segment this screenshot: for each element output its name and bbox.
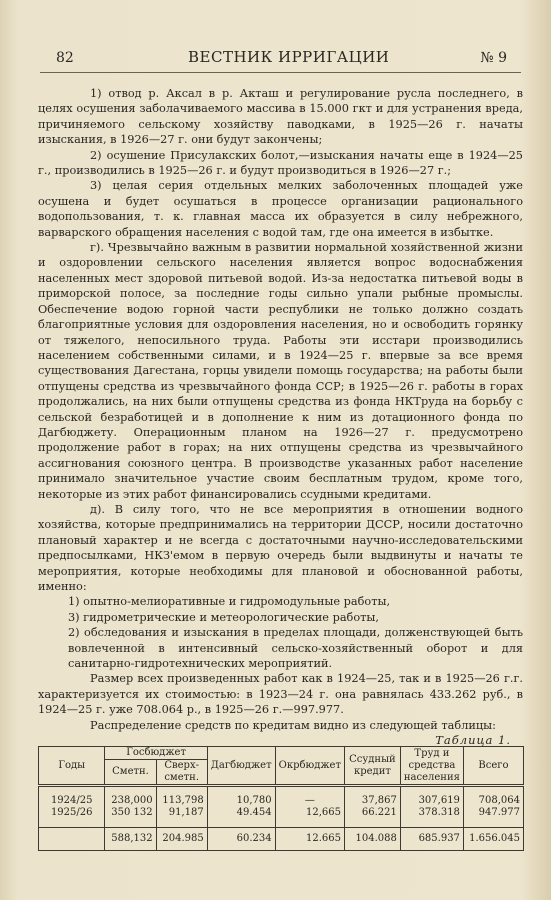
cell: 12.665 [275, 828, 344, 851]
paragraph: 2) осушение Присулакских болот,—изыскания начаты еще в 1924—25 г., производились в 1925—26 г. и будут производиться в 1926—27 г.; [38, 148, 523, 178]
cell: 1.656.045 [463, 828, 523, 851]
journal-title: ВЕСТНИК ИРРИГАЦИИ [188, 48, 390, 66]
cell: 12,665 [275, 807, 344, 828]
table-totals-row [39, 828, 524, 851]
cell: 37,867 [345, 786, 401, 808]
credits-table [38, 746, 524, 851]
row-year: 1925/26 [39, 807, 105, 828]
article-body [38, 86, 523, 733]
paragraph: Распределение средств по кредитам видно из следующей таблицы: [90, 718, 496, 732]
cell: 113,798 [156, 786, 207, 808]
col-dagbud: Дагбюджет [207, 747, 275, 786]
list-item: 1) опытно-мелиоративные и гидромодульные работы, [68, 595, 391, 609]
paragraph: г). Чрезвычайно важным в развитии нормальной хозяйственной жизни и оздоровлении сельского населения является вопрос водоснабжения населенных мест здоровой питьевой водой. Из-за недостатка питьевой воды в приморской полосе, за последние годы сильно упали рыбные промыслы. Обеспечение водою горной части республики не только должно создать благоприятные условия для оздоровления населения, но и освободить горянку от тяжелого, непосильного труда. Работы эти исстари производились населением собственными силами, и в 1924—25 г. впервые за все время существования Дагестана, горцы увидели помощь государства; на работы были отпущены средства из чрезвычайного фонда ССР; в 1925—26 г. работы в горах продолжались, на них были отпущены средства из фонда НКТруда на борьбу с сельской безработицей и в дополнение к ним из дотационного фонда по Дагбюджету. Операционным планом на 1926—27 г. предусмотрено продолжение работ в горах; на них отпущены средства из чрезвычайного ассигнования союзного центра. В производстве указанных работ население принимало значительное участие своим бесплатным трудом, кроме того, некоторые из этих работ финансировались ссудными кредитами. [38, 241, 523, 501]
paragraph: д). В силу того, что не все мероприятия в отношении водного хозяйства, которые предпринимались на территории ДССР, носили достаточно плановый характер и не всегда с достаточными научно-исследовательскими предпосылками, НКЗ'емом в первую очередь были выдвинуты и начаты те мероприятия, которые необходимы для плановой и обоснованной работы, именно: [38, 502, 523, 593]
table-row [39, 786, 524, 808]
col-ssudny: Ссудный кредит [345, 747, 401, 786]
page-header [40, 48, 521, 73]
paragraph: Размер всех произведенных работ как в 1924—25, так и в 1925—26 г.г. характеризуется их стоимостью: в 1923—24 г. она равнялась 433.262 руб., в 1924—25 г. уже 708.064 р., в 1925—26 г.—997.977. [38, 672, 523, 717]
col-years: Годы [39, 747, 105, 786]
col-gosbudget: Госбюджет [105, 747, 207, 760]
cell: 91,187 [156, 807, 207, 828]
cell: 588,132 [105, 828, 156, 851]
row-year: 1924/25 [39, 786, 105, 808]
issue-number: № 9 [480, 50, 507, 66]
cell [39, 828, 105, 851]
cell: 66.221 [345, 807, 401, 828]
cell: 350 132 [105, 807, 156, 828]
cell: 708,064 [463, 786, 523, 808]
page-number: 82 [56, 50, 74, 66]
paragraph: 3) целая серия отдельных мелких заболоченных площадей уже осушена и будет осушаться в процессе организации рационального водопользования, т. к. главная масса их образуется в силу небрежного, варварского обращения населения с водой там, где она имеется в избытке. [38, 179, 523, 239]
col-sverkh: Сверх-сметн. [156, 760, 207, 786]
cell: 947.977 [463, 807, 523, 828]
list-item: 2) обследования и изыскания в пределах площади, долженствующей быть вовлеченной в интенсивный сельско-хозяйственный оборот и для санитарно-гидротехнических мероприятий. [68, 626, 523, 671]
cell: 204.985 [156, 828, 207, 851]
col-total: Всего [463, 747, 523, 786]
cell: 685.937 [400, 828, 463, 851]
col-smetn: Сметн. [105, 760, 156, 786]
list-item: 3) гидрометрические и метеорологические работы, [68, 610, 379, 624]
col-okrbud: Окрбюджет [275, 747, 344, 786]
cell: 60.234 [207, 828, 275, 851]
cell: 49.454 [207, 807, 275, 828]
cell: 104.088 [345, 828, 401, 851]
cell: 10,780 [207, 786, 275, 808]
cell: 307,619 [400, 786, 463, 808]
cell: 238,000 [105, 786, 156, 808]
table-caption: Таблица 1. [435, 733, 511, 747]
col-trud: Труд и средства населения [400, 747, 463, 786]
cell: 378.318 [400, 807, 463, 828]
cell: — [275, 786, 344, 808]
paragraph: 1) отвод р. Аксал в р. Акташ и регулирование русла последнего, в целях осушения заболачиваемого массива в 15.000 гкт и для устранения вреда, причиняемого сельскому хозяйству паводками, в 1925—26 г. начаты изыскания, в 1926—27 г. они будут закончены; [38, 87, 523, 147]
table-row [39, 807, 524, 828]
